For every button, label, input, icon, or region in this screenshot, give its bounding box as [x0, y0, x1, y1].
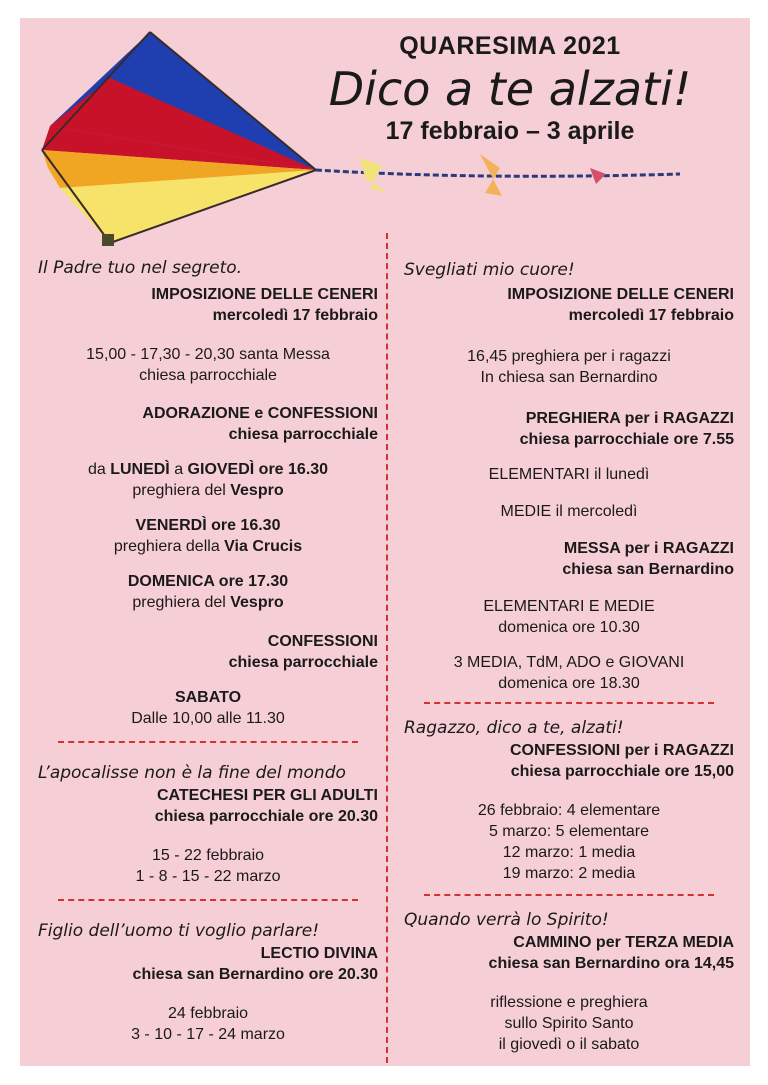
- left-messa-line2: chiesa parrocchiale: [139, 367, 277, 384]
- right-elementari: ELEMENTARI il lunedì: [488, 466, 650, 483]
- left-ceneri: [38, 284, 378, 326]
- right-preghiera: PREGHIERA per i RAGAZZI chiesa parrocchiale ore 7.55: [519, 410, 734, 448]
- right-section3-title: Quando verrà lo Spirito!: [404, 910, 609, 930]
- left-lectio: LECTIO DIVINA chiesa san Bernardino ore 20.30: [132, 945, 378, 983]
- left-domenica: DOMENICA ore 17.30 preghiera del Vespro: [127, 573, 289, 611]
- right-section1-title: Svegliati mio cuore!: [404, 260, 575, 280]
- right-separator-2: [424, 894, 714, 896]
- left-section1-title: Il Padre tuo nel segreto.: [38, 258, 243, 278]
- left-section2-title: L’apocalisse non è la fine del mondo: [38, 763, 346, 783]
- left-conf-line1: CONFESSIONI: [267, 633, 378, 650]
- right-cammino-details: riflessione e preghiera sullo Spirito Santo il giovedì o il sabato: [490, 994, 648, 1053]
- header-title: Dico a te alzati!: [328, 62, 692, 116]
- right-ceneri: IMPOSIZIONE DELLE CENERI mercoledì 17 febbraio: [507, 286, 734, 324]
- left-ceneri-line2: mercoledì 17 febbraio: [212, 307, 378, 324]
- left-catechesi-dates: 15 - 22 febbraio 1 - 8 - 15 - 22 marzo: [135, 847, 281, 885]
- right-confessioni: CONFESSIONI per i RAGAZZI chiesa parrocchiale ore 15,00: [509, 742, 734, 780]
- right-elem-medie: ELEMENTARI E MEDIE domenica ore 10.30: [483, 598, 655, 636]
- left-ador-line2: chiesa parrocchiale: [228, 426, 378, 443]
- right-section2-title: Ragazzo, dico a te, alzati!: [404, 718, 624, 738]
- right-cammino: CAMMINO per TERZA MEDIA chiesa san Bernardino ora 14,45: [488, 934, 734, 972]
- left-column: [38, 258, 378, 1045]
- left-messa-line1: 15,00 - 17,30 - 20,30 santa Messa: [86, 346, 330, 363]
- left-separator-1: [58, 741, 358, 743]
- header-year: QUARESIMA 2021: [399, 32, 621, 60]
- right-ragazzi: 16,45 preghiera per i ragazzi In chiesa san Bernardino: [467, 348, 671, 386]
- left-lectio-dates: 24 febbraio 3 - 10 - 17 - 24 marzo: [131, 1005, 285, 1043]
- left-catechesi: CATECHESI PER GLI ADULTI chiesa parrocchiale ore 20.30: [154, 787, 378, 825]
- column-divider: [386, 233, 388, 1063]
- left-conf-line2: chiesa parrocchiale: [228, 654, 378, 671]
- left-venerdi: VENERDÌ ore 16.30 preghiera della Via Crucis: [113, 517, 303, 555]
- left-sabato: SABATO Dalle 10,00 alle 11.30: [131, 689, 285, 727]
- left-messa: [38, 344, 378, 386]
- right-separator-1: [424, 702, 714, 704]
- left-lunedi: da LUNEDÌ a GIOVEDÌ ore 16.30 preghiera del Vespro: [87, 461, 329, 499]
- poster: [20, 18, 750, 1066]
- right-confessioni-dates: 26 febbraio: 4 elementare 5 marzo: 5 elementare 12 marzo: 1 media 19 marzo: 2 media: [477, 802, 661, 882]
- right-medie: MEDIE il mercoledì: [500, 503, 638, 520]
- left-separator-2: [58, 899, 358, 901]
- left-confessioni: [38, 631, 378, 673]
- right-column: [404, 260, 734, 1055]
- header-dates: 17 febbraio – 3 aprile: [385, 117, 635, 145]
- left-adorazione: [38, 403, 378, 445]
- header: [290, 32, 730, 146]
- left-ador-line1: ADORAZIONE e CONFESSIONI: [142, 405, 378, 422]
- right-ado: 3 MEDIA, TdM, ADO e GIOVANI domenica ore 18.30: [453, 654, 685, 692]
- left-section3-title: Figlio dell’uomo ti voglio parlare!: [38, 921, 320, 941]
- left-ceneri-line1: IMPOSIZIONE DELLE CENERI: [151, 286, 378, 303]
- right-messa: MESSA per i RAGAZZI chiesa san Bernardino: [562, 540, 734, 578]
